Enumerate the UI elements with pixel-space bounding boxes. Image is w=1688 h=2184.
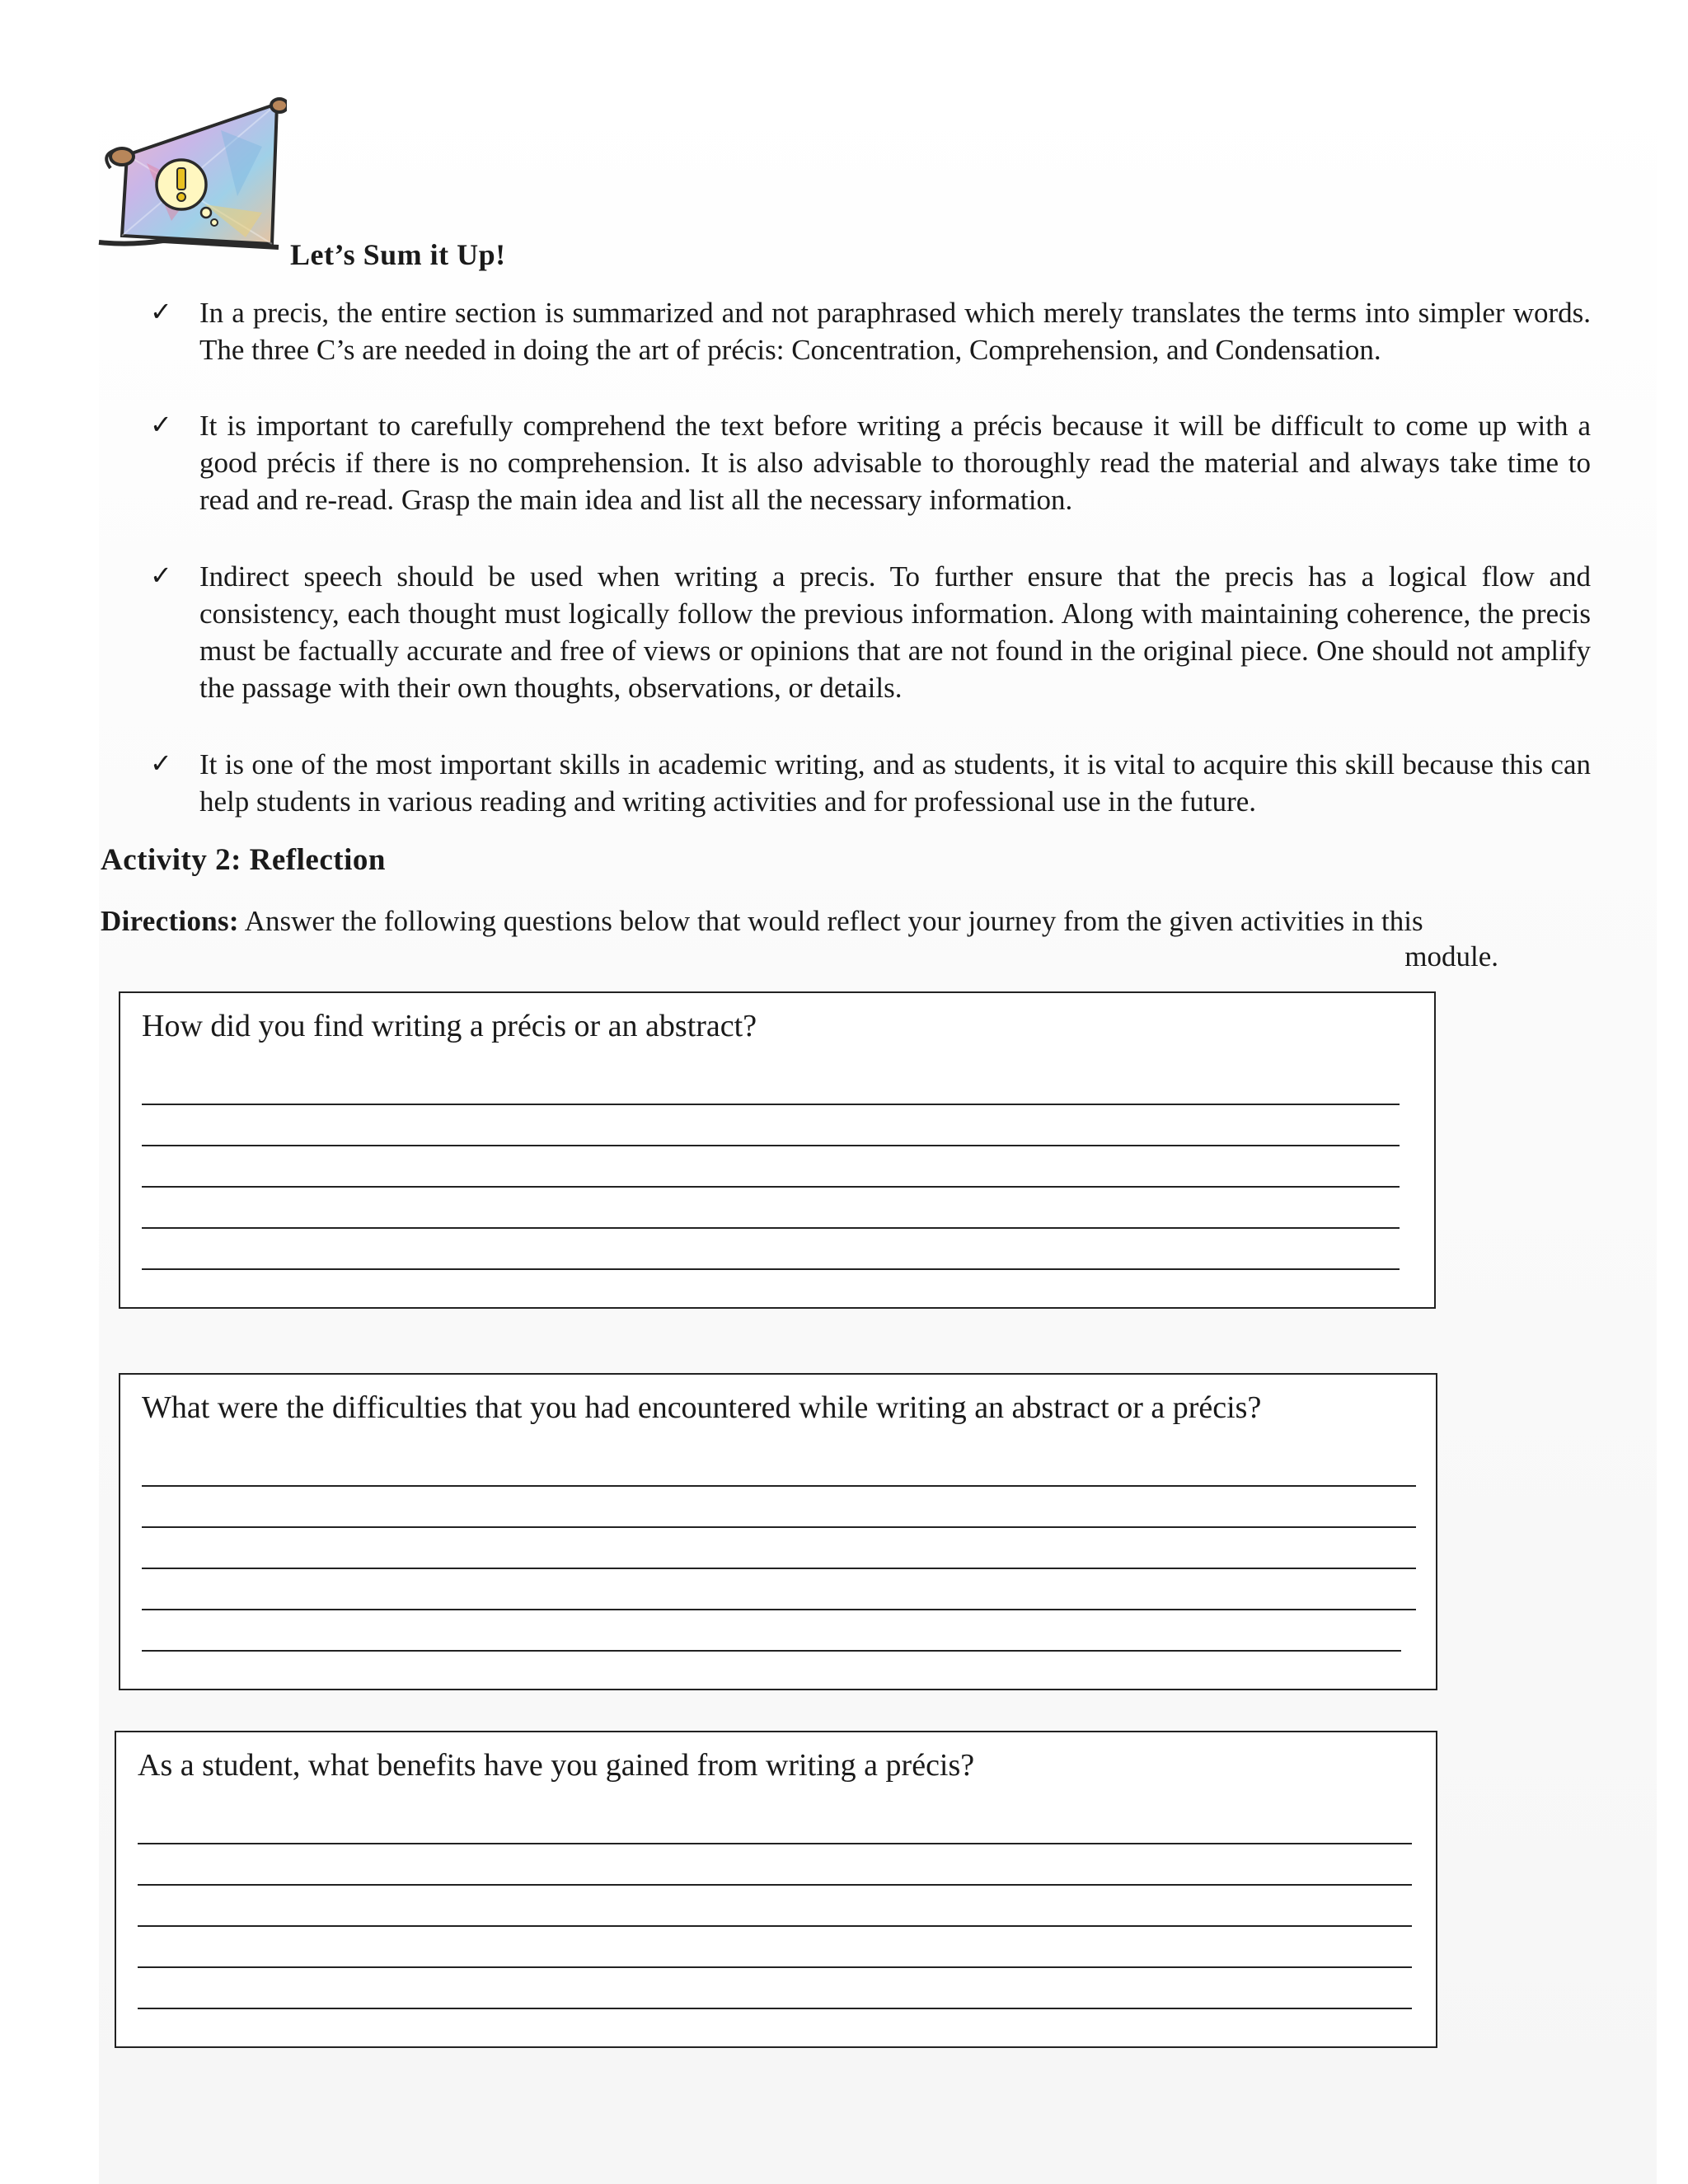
question-box-1 [119,991,1436,1309]
summary-point-2 [150,407,1591,518]
directions [101,903,1498,974]
summary-point-text: It is important to carefully comprehend the text before writing a précis because it will be difficult to come up with a good précis if there is no comprehension. It is also advisable to thoroughly read the material and always take time to read and re-read. Grasp the main idea and list all the necessary information. [199,410,1591,516]
answer-line[interactable] [142,1145,1400,1146]
answer-line[interactable] [142,1485,1416,1487]
answer-line[interactable] [142,1186,1400,1188]
answer-line[interactable] [138,1925,1412,1927]
question-text: What were the difficulties that you had encountered while writing an abstract or a précis? [142,1390,1262,1425]
checkmark-icon: ✓ [150,409,172,440]
summary-point-4 [150,746,1591,820]
summary-heading: Let’s Sum it Up! [290,238,506,271]
directions-label: Directions: [101,905,239,937]
answer-line[interactable] [138,1966,1412,1968]
checkmark-icon: ✓ [150,748,172,779]
answer-line[interactable] [142,1650,1401,1652]
answer-line[interactable] [142,1268,1400,1270]
question-box-3 [115,1731,1437,2048]
summary-point-text: Indirect speech should be used when writing a precis. To further ensure that the precis has a logical flow and consistency, each thought must logically follow the previous information. Along with maintaining coherence, the precis must be factually accurate and free of views or opinions that are not found in the original piece. One should not amplify the passage with their own thoughts, observations, or details. [199,560,1591,704]
question-text: As a student, what benefits have you gained from writing a précis? [138,1748,975,1783]
scroll-alert-icon [97,97,287,262]
summary-point-text: It is one of the most important skills in academic writing, and as students, it is vital to acquire this skill because this can help students in various reading and writing activities and for professional use in the future. [199,748,1591,818]
answer-line[interactable] [142,1609,1416,1610]
answer-line[interactable] [138,2008,1412,2009]
checkmark-icon: ✓ [150,560,172,591]
activity-title: Activity 2: Reflection [101,843,386,877]
answer-line[interactable] [138,1884,1412,1886]
summary-point-1 [150,294,1591,368]
summary-point-text: In a precis, the entire section is summarized and not paraphrased which merely translates the terms into simpler words. The three C’s are needed in doing the art of précis: Concentration, Comprehension, and Condensation. [199,297,1591,366]
question-box-2 [119,1373,1437,1690]
answer-line[interactable] [142,1104,1400,1105]
answer-line[interactable] [138,1843,1412,1844]
directions-text: Answer the following questions below that would reflect your journey from the given activities in this module. [238,905,1498,972]
answer-line[interactable] [142,1227,1400,1229]
question-text: How did you find writing a précis or an abstract? [142,1009,757,1043]
answer-line[interactable] [142,1526,1416,1528]
answer-line[interactable] [142,1568,1416,1569]
checkmark-icon: ✓ [150,296,172,327]
summary-point-3 [150,558,1591,706]
